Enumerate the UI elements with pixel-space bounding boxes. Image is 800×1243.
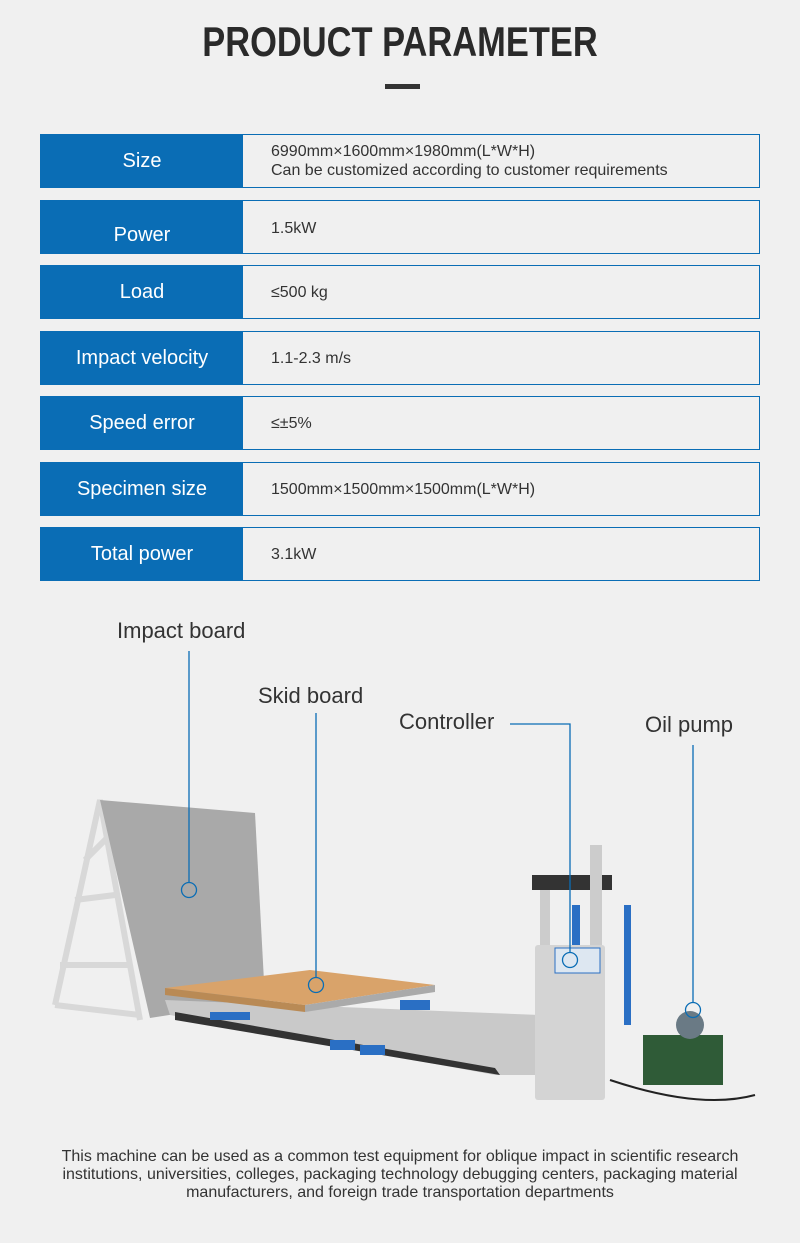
callout-impact-board: Impact board [117,618,246,643]
parameter-value-line: 1.5kW [271,220,317,237]
parameter-label: Size [41,135,243,187]
parameter-value-line: 1500mm×1500mm×1500mm(L*W*H) [271,480,536,498]
callout-oil-pump: Oil pump [645,712,734,737]
parameter-label: Impact velocity [41,332,243,384]
parameter-value-line: 1.1-2.3 m/s [271,349,352,367]
parameter-value-line: 6990mm×1600mm×1980mm(L*W*H) [271,143,536,160]
callout-controller: Controller [399,709,495,734]
parameter-label: Speed error [41,397,243,449]
parameter-label: Load [41,266,243,318]
parameter-label: Power [41,201,243,253]
parameter-label: Specimen size [41,463,243,515]
parameter-label: Total power [41,528,243,580]
oil-pump [643,1035,723,1085]
parameter-value-line: ≤±5% [271,414,312,432]
parameter-value-line: 3.1kW [271,545,317,563]
track-rail [165,1000,540,1075]
parameter-value-line: ≤500 kg [271,283,328,301]
callout-skid-board: Skid board [258,683,364,708]
page-title: PRODUCT PARAMETER [202,18,598,65]
description: This machine can be used as a common test equipment for oblique impact in scientific research institutions, universities, colleges, packaging technology debugging centers, packaging material manufacturers, and foreign trade transportation departments [61,1148,739,1201]
parameter-value-line: Can be customized according to customer requirements [271,162,668,179]
